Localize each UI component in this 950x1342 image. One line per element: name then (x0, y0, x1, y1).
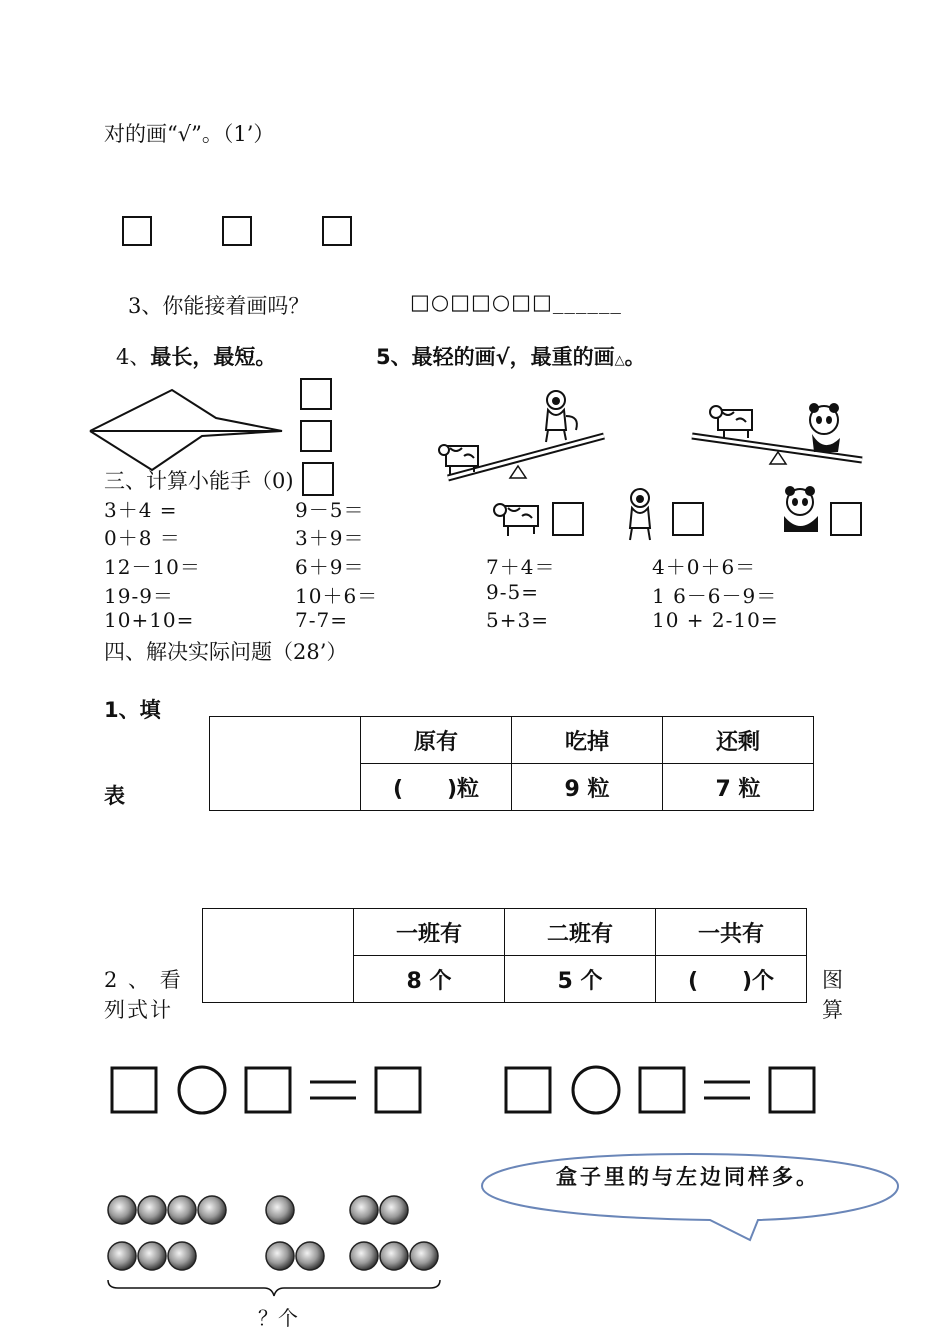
cow-small-icon (492, 498, 544, 538)
class-table (202, 908, 807, 1003)
panda-small-icon (778, 486, 826, 538)
fill-table (209, 716, 814, 811)
table-header-cell: 一共有 (656, 909, 807, 956)
table-value-cell: 7 粒 (663, 764, 814, 811)
seesaw-cow-monkey (436, 386, 612, 496)
problem2-label-left: 2 、 看 (104, 968, 183, 992)
calc-c0-r4: 10+10= (104, 608, 195, 632)
calc-c3-r3: 1 6－6－9＝ (652, 584, 778, 608)
seesaw-cow-panda (688, 398, 868, 468)
q3-prompt: 3、你能接着画吗？ (128, 294, 310, 318)
calc-c3-r2: 4＋0＋6＝ (652, 555, 757, 579)
longest-answer-box[interactable] (300, 378, 332, 410)
bubble-text: 盒子里的与左边同样多。 (556, 1165, 820, 1189)
table-header-cell: 一班有 (354, 909, 505, 956)
section3-title-end: 0) (272, 469, 294, 493)
apples-illustration (104, 1190, 444, 1300)
q4-label (116, 341, 276, 371)
panda-answer-box[interactable] (830, 502, 862, 536)
line-figure (86, 386, 286, 476)
cow-answer-box[interactable] (552, 502, 584, 536)
q4-number: 4、 (116, 345, 151, 369)
section4-title: 四、解决实际问题（28’） (104, 640, 348, 664)
triangle-icon: △ (614, 353, 625, 368)
shortest-answer-box[interactable] (300, 420, 332, 452)
calc-c1-r1: 3＋9＝ (295, 526, 365, 550)
problem2-label-right: 图 (822, 968, 843, 992)
cow-icon-2 (710, 406, 752, 438)
problem1-label-a: 1、填 (104, 698, 161, 722)
answer-box-3[interactable] (322, 216, 352, 246)
calc-c1-r2: 6＋9＝ (295, 555, 365, 579)
q5-prompt: 5、最轻的画√，最重的画 (376, 345, 615, 369)
brace-icon (108, 1280, 440, 1296)
calc-c1-r4: 7-7= (295, 608, 348, 632)
monkey-small-icon (620, 486, 664, 544)
table-value-cell: 5 个 (505, 956, 656, 1003)
calc-c0-r3: 19-9＝ (104, 584, 174, 608)
calc-c0-r2: 12－10＝ (104, 555, 201, 579)
section3-title-text: 三、计算小能手（ (104, 469, 272, 493)
calc-c2-r2: 7＋4＝ (486, 555, 556, 579)
q3-pattern[interactable]: □○□□○□□______ (410, 290, 622, 314)
q5-suffix: 。 (624, 345, 646, 369)
answer-box-2[interactable] (222, 216, 252, 246)
calc-c0-r0: 3＋4 = (104, 498, 178, 522)
problem1-label-b: 表 (104, 784, 125, 808)
apple-icon-group (108, 1196, 438, 1270)
calc-c0-r1: 0＋8 ＝ (104, 526, 181, 550)
calc-c1-r0: 9－5＝ (295, 498, 365, 522)
fill-table-blank-cell (210, 717, 361, 811)
calc-c2-r4: 5+3= (486, 608, 549, 632)
table-value-cell-blank[interactable]: ( )粒 (361, 764, 512, 811)
q4-prompt: 最长，最短。 (150, 345, 277, 369)
instruction-text: 对的画“√”。（1’） (104, 122, 275, 146)
class-table-blank-cell (203, 909, 354, 1003)
monkey-answer-box[interactable] (672, 502, 704, 536)
panda-icon (809, 403, 840, 452)
table-header-cell: 二班有 (505, 909, 656, 956)
q5-label (376, 341, 646, 371)
table-value-cell: 9 粒 (512, 764, 663, 811)
table-value-cell: 8 个 (354, 956, 505, 1003)
answer-box-1[interactable] (122, 216, 152, 246)
equation-template-1[interactable] (110, 1064, 430, 1116)
table-header-cell: 原有 (361, 717, 512, 764)
table-header-cell: 还剩 (663, 717, 814, 764)
overlap-box (302, 462, 334, 496)
apples-caption: ？个 (258, 1306, 298, 1330)
problem2-label-left2: 列式计 (104, 998, 173, 1022)
table-value-cell-blank[interactable]: ( )个 (656, 956, 807, 1003)
monkey-icon (546, 391, 577, 442)
section3-title (104, 465, 294, 495)
equation-template-2[interactable] (504, 1064, 824, 1116)
problem2-label-right2: 算 (822, 998, 843, 1022)
calc-c3-r4: 10 + 2-10= (652, 608, 779, 632)
calc-c2-r3: 9-5= (486, 580, 539, 604)
calc-c1-r3: 10＋6＝ (295, 584, 379, 608)
table-header-cell: 吃掉 (512, 717, 663, 764)
